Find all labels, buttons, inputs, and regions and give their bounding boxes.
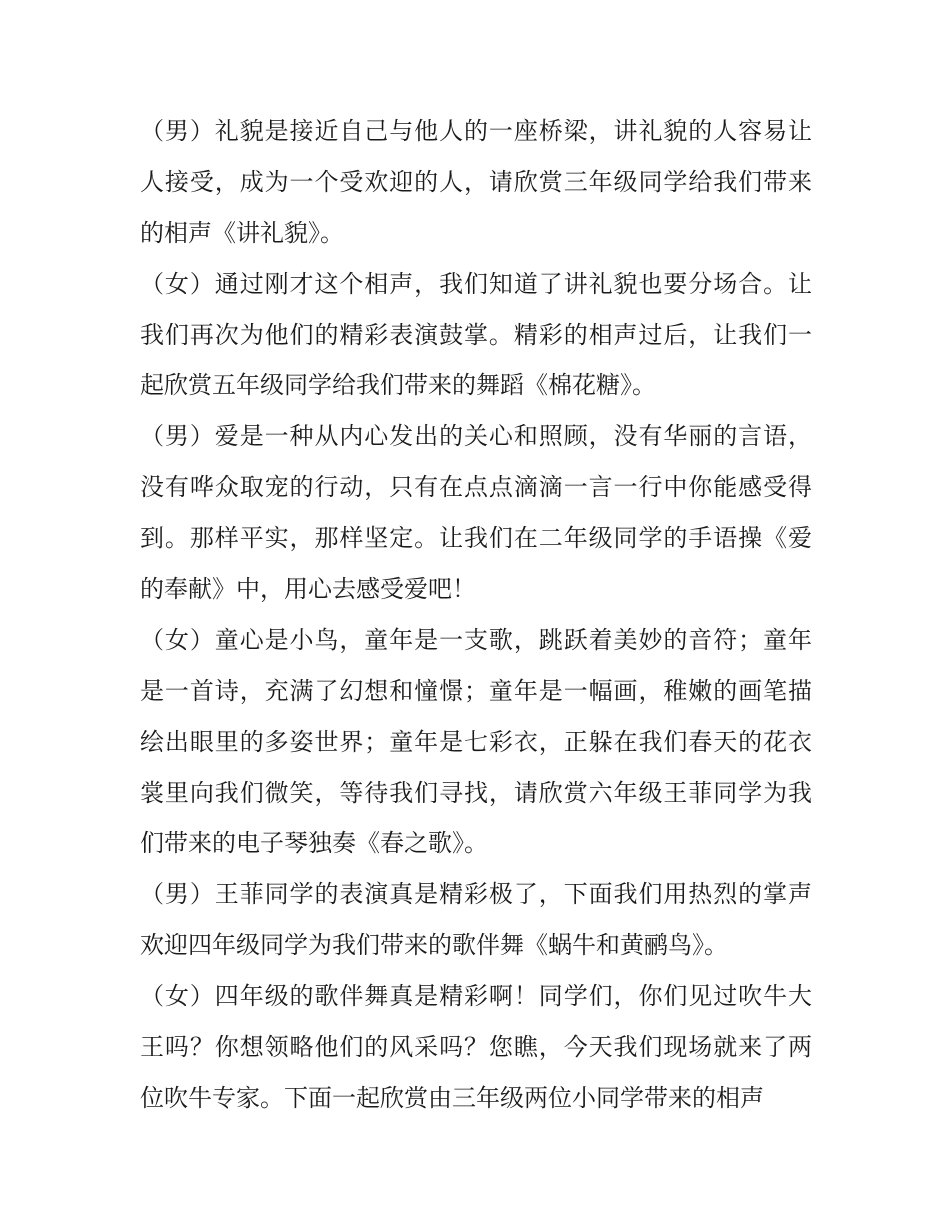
text-line: 的奉献》中，用心去感受爱吧！ bbox=[140, 575, 476, 604]
text-line: （男）爱是一种从内心发出的关心和照顾，没有华丽的言语， bbox=[140, 422, 812, 451]
text-line: （女）童心是小鸟，童年是一支歌，跳跃着美妙的音符；童年 bbox=[140, 625, 812, 654]
text-line: 是一首诗，充满了幻想和憧憬；童年是一幅画，稚嫩的画笔描 bbox=[140, 676, 812, 705]
text-line: 绘出眼里的多姿世界；童年是七彩衣，正躲在我们春天的花衣 bbox=[140, 727, 812, 756]
text-line: （女）通过刚才这个相声，我们知道了讲礼貌也要分场合。让 bbox=[140, 269, 812, 298]
text-line: 王吗？你想领略他们的风采吗？您瞧，今天我们现场就来了两 bbox=[140, 1033, 812, 1062]
text-line: 没有哗众取宠的行动，只有在点点滴滴一言一行中你能感受得 bbox=[140, 473, 812, 502]
text-line: 到。那样平实，那样坚定。让我们在二年级同学的手语操《爱 bbox=[140, 524, 812, 553]
text-line: （男）王菲同学的表演真是精彩极了，下面我们用热烈的掌声 bbox=[140, 880, 812, 909]
text-line: 人接受，成为一个受欢迎的人，请欣赏三年级同学给我们带来 bbox=[140, 167, 812, 196]
text-line: （男）礼貌是接近自己与他人的一座桥梁，讲礼貌的人容易让 bbox=[140, 117, 812, 145]
text-line: 们带来的电子琴独奏《春之歌》。 bbox=[140, 829, 488, 858]
text-line: 我们再次为他们的精彩表演鼓掌。精彩的相声过后，让我们一 bbox=[140, 320, 812, 349]
text-line: 欢迎四年级同学为我们带来的歌伴舞《蜗牛和黄鹂鸟》。 bbox=[140, 931, 728, 960]
text-line: 位吹牛专家。下面一起欣赏由三年级两位小同学带来的相声 bbox=[140, 1083, 764, 1112]
text-line: （女）四年级的歌伴舞真是精彩啊！同学们，你们见过吹牛大 bbox=[140, 982, 812, 1011]
text-line: 的相声《讲礼貌》。 bbox=[140, 218, 344, 247]
document-body bbox=[140, 106, 812, 1124]
text-line: 裳里向我们微笑，等待我们寻找，请欣赏六年级王菲同学为我 bbox=[140, 778, 812, 807]
text-line: 起欣赏五年级同学给我们带来的舞蹈《棉花糖》。 bbox=[140, 371, 656, 400]
